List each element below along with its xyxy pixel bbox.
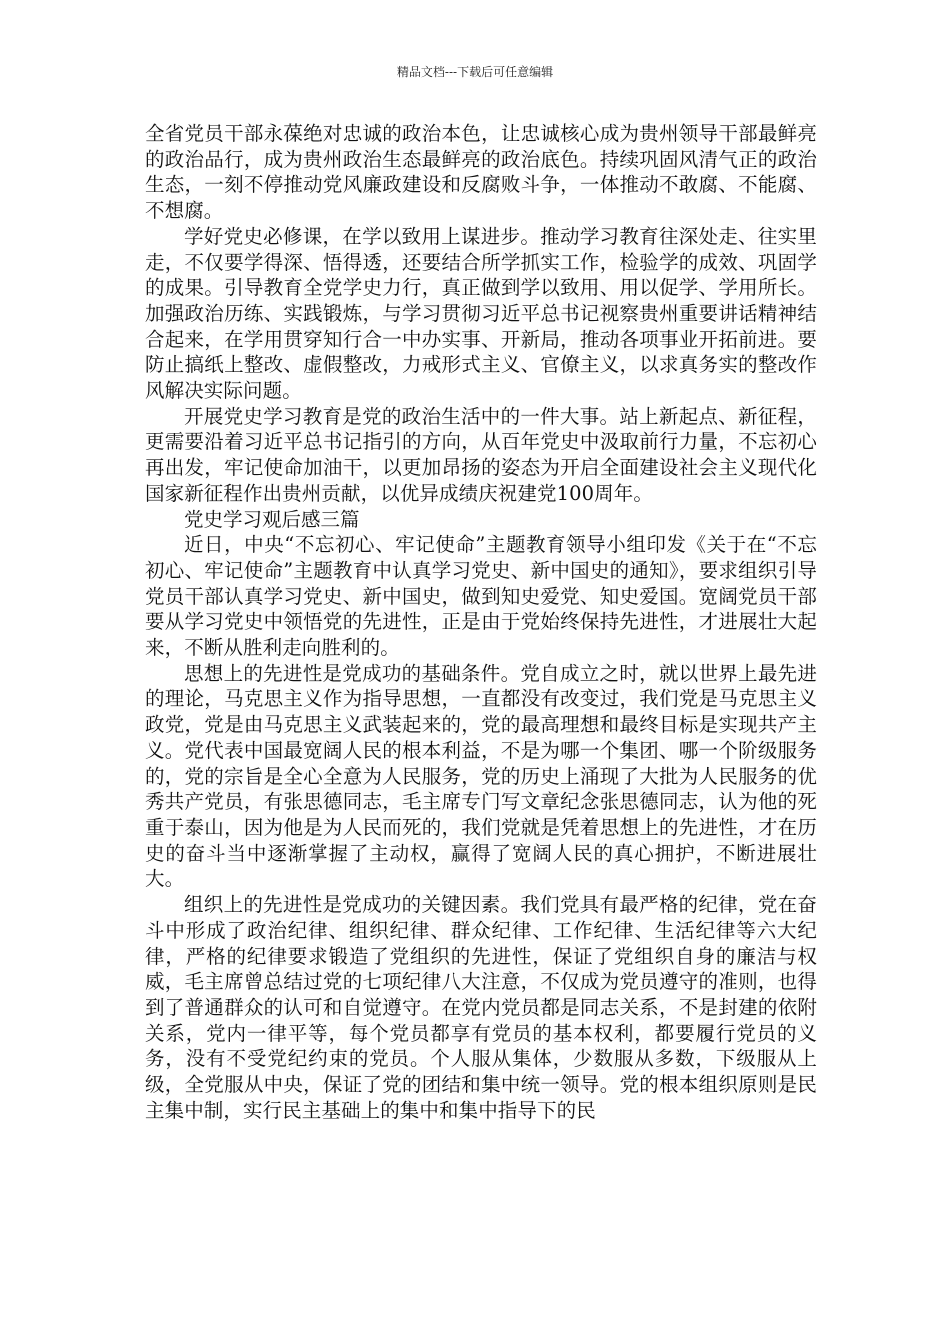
paragraph-1: 全省党员干部永葆绝对忠诚的政治本色，让忠诚核心成为贵州领导干部最鲜亮的政治品行，成为贵州政治生态最鲜亮的政治底色。持续巩固风清气正的政治生态，一刻不停推动党风廉政建设和反腐败斗争，一体推动不敢腐、不能腐、不想腐。	[145, 122, 817, 223]
document-body	[145, 121, 817, 1123]
paragraph-5: 思想上的先进性是党成功的基础条件。党自成立之时，就以世界上最先进的理论，马克思主义作为指导思想，一直都没有改变过，我们党是马克思主义政党，党是由马克思主义武装起来的，党的最高理想和最终目标是实现共产主义。党代表中国最宽阔人民的根本利益，不是为哪一个集团、哪一个阶级服务的，党的宗旨是全心全意为人民服务，党的历史上涌现了大批为人民服务的优秀共产党员，有张思德同志，毛主席专门写文章纪念张思德同志，认为他的死重于泰山，因为他是为人民而死的，我们党就是凭着思想上的先进性，才在历史的奋斗当中逐渐掌握了主动权，赢得了宽阔人民的真心拥护，不断进展壮大。	[145, 661, 817, 891]
section-heading: 党史学习观后感三篇	[184, 507, 360, 531]
paragraph-2: 学好党史必修课，在学以致用上谋进步。推动学习教育往深处走、往实里走，不仅要学得深、悟得透，还要结合所学抓实工作，检验学的成效、巩固学的成果。引导教育全党学史力行，真正做到学以致用、用以促学、学用所长。加强政治历练、实践锻炼，与学习贯彻习近平总书记视察贵州重要讲话精神结合起来，在学用贯穿知行合一中办实事、开新局，推动各项事业开拓前进。要防止搞纸上整改、虚假整改，力戒形式主义、官僚主义，以求真务实的整改作风解决实际问题。	[145, 224, 817, 403]
paragraph-6: 组织上的先进性是党成功的关键因素。我们党具有最严格的纪律，党在奋斗中形成了政治纪律、组织纪律、群众纪律、工作纪律、生活纪律等六大纪律，严格的纪律要求锻造了党组织的先进性，保证了党组织自身的廉洁与权威，毛主席曾总结过党的七项纪律八大注意，不仅成为党员遵守的准则，也得到了普通群众的认可和自觉遵守。在党内党员都是同志关系，不是封建的依附关系，党内一律平等，每个党员都享有党员的基本权利，都要履行党员的义务，没有不受党纪约束的党员。个人服从集体，少数服从多数，下级服从上级，全党服从中央，保证了党的团结和集中统一领导。党的根本组织原则是民主集中制，实行民主基础上的集中和集中指导下的民	[145, 893, 817, 1122]
page-header: 精品文档---下载后可任意编辑	[396, 65, 554, 79]
paragraph-4: 近日，中央“不忘初心、牢记使命”主题教育领导小组印发《关于在“不忘初心、牢记使命”主题教育中认真学习党史、新中国史的通知》，要求组织引导党员干部认真学习党史、新中国史，做到知史爱党、知史爱国。宽阔党员干部要从学习党史中领悟党的先进性，正是由于党始终保持先进性，才进展壮大起来，不断从胜利走向胜利的。	[145, 533, 817, 660]
paragraph-3: 开展党史学习教育是党的政治生活中的一件大事。站上新起点、新征程，更需要沿着习近平总书记指引的方向，从百年党史中汲取前行力量，不忘初心再出发，牢记使命加油干，以更加昂扬的姿态为开启全面建设社会主义现代化国家新征程作出贵州贡献，以优异成绩庆祝建党100周年。	[145, 404, 817, 505]
